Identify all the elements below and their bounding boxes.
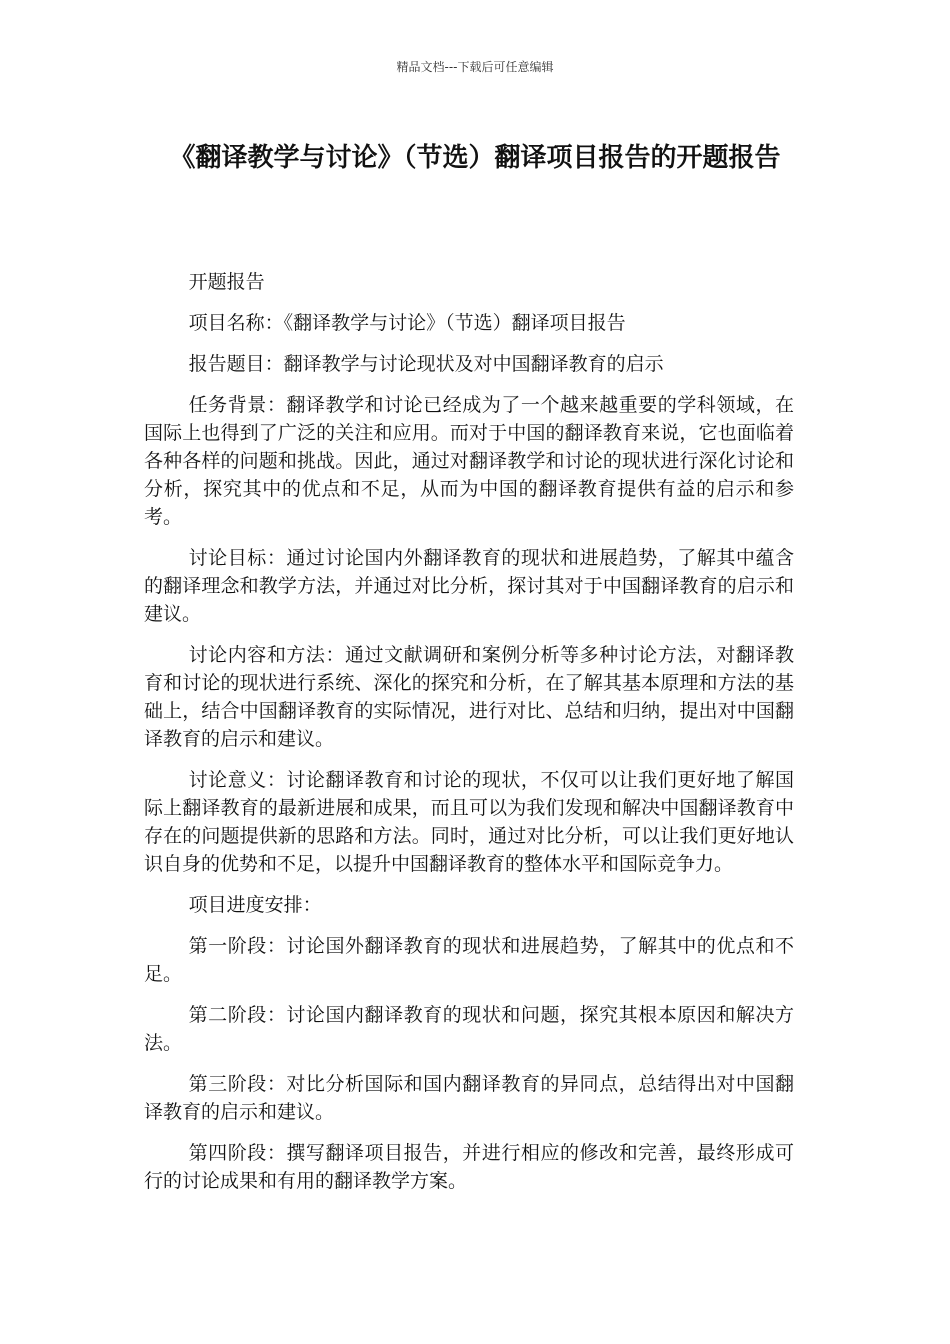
- paragraph-significance: 讨论意义：讨论翻译教育和讨论的现状，不仅可以让我们更好地了解国际上翻译教育的最新进展和成果，而且可以为我们发现和解决中国翻译教育中存在的问题提供新的思路和方法。同时，通过对比分析，可以让我们更好地认识自身的优势和不足，以提升中国翻译教育的整体水平和国际竞争力。: [144, 769, 794, 875]
- paragraph-report-topic: 报告题目：翻译教学与讨论现状及对中国翻译教育的启示: [188, 353, 664, 375]
- paragraph-schedule-heading: 项目进度安排：: [188, 894, 322, 916]
- paragraph-project-name: 项目名称：《翻译教学与讨论》（节选）翻译项目报告: [188, 312, 626, 334]
- paragraph-task-background: 任务背景：翻译教学和讨论已经成为了一个越来越重要的学科领域，在国际上也得到了广泛的关注和应用。而对于中国的翻译教育来说，它也面临着各种各样的问题和挑战。因此，通过对翻译教学和讨论的现状进行深化讨论和分析，探究其中的优点和不足，从而为中国的翻译教育提供有益的启示和参考。: [144, 394, 794, 528]
- document-body: [144, 268, 794, 1208]
- document-title: 《翻译教学与讨论》（节选）翻译项目报告的开题报告: [169, 143, 781, 173]
- paragraph-stage-two: 第二阶段：讨论国内翻译教育的现状和问题，探究其根本原因和解决方法。: [144, 1004, 794, 1054]
- paragraph-stage-one: 第一阶段：讨论国外翻译教育的现状和进展趋势，了解其中的优点和不足。: [144, 935, 794, 985]
- paragraph-content-methods: 讨论内容和方法：通过文献调研和案例分析等多种讨论方法，对翻译教育和讨论的现状进行系统、深化的探究和分析，在了解其基本原理和方法的基础上，结合中国翻译教育的实际情况，进行对比、总结和归纳，提出对中国翻译教育的启示和建议。: [144, 644, 794, 750]
- header-note: 精品文档---下载后可任意编辑: [396, 60, 554, 74]
- paragraph-discussion-goal: 讨论目标：通过讨论国内外翻译教育的现状和进展趋势，了解其中蕴含的翻译理念和教学方法，并通过对比分析，探讨其对于中国翻译教育的启示和建议。: [144, 547, 794, 625]
- paragraph-stage-four: 第四阶段：撰写翻译项目报告，并进行相应的修改和完善，最终形成可行的讨论成果和有用的翻译教学方案。: [144, 1142, 794, 1192]
- paragraph-opening-report: 开题报告: [188, 271, 265, 293]
- paragraph-stage-three: 第三阶段：对比分析国际和国内翻译教育的异同点，总结得出对中国翻译教育的启示和建议。: [144, 1073, 794, 1123]
